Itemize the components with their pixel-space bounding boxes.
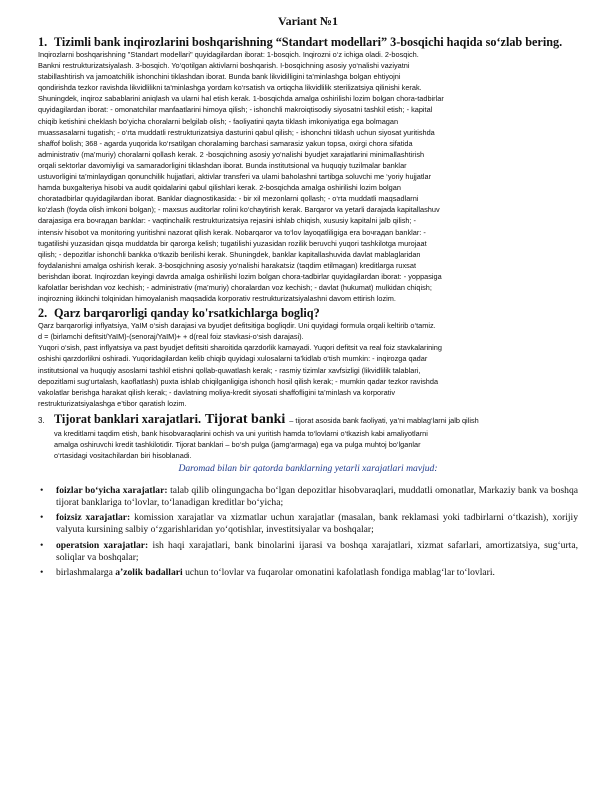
variant-title: Variant №1 <box>278 14 338 28</box>
question-3-answer <box>38 428 578 461</box>
expenses-list <box>38 485 578 579</box>
text-line: chiqib ketishini cheklash bo‘yicha choralarni belgilab olish; - faoliyatini qayta tiklash imkoniyatiga ega bolmagan <box>38 116 399 126</box>
text-line: va kreditlarni taqdim etish, bank hisobvaraqlarini ochish va uni yuritish hamda to‘lovlarni o‘tkazish kabi amaliyotlarni <box>54 428 428 438</box>
text-line: administrativ (ma’muriy) choralarni qollash kerak. 2 -bosqichning asosiy yo‘nalishi byudjet xarajatlarini minimallashtirish <box>38 149 425 159</box>
bullet-dot: • <box>40 566 44 578</box>
bullet-dot: • <box>40 539 44 551</box>
text-line: amalga oshiruvchi kredit tashkilotidir. Tijorat banklari – bo‘sh pulga (jamg‘armaga) ega va pulga muhtoj bo‘lganlar <box>54 440 421 449</box>
question-3-heading <box>38 412 578 428</box>
question-1-heading <box>38 35 578 49</box>
question-2-heading <box>38 306 578 320</box>
text-line: darajasiga ега boчrадan banklar: - vaqtinchalik restrukturizatsiya rejasini ishlab chiqish, xususiy kapitalni jalb qilish; - <box>38 216 416 226</box>
text-line: Bankni restrukturizatsiyalash. 3-bosqich. Yo‘qotilgan aktivlarni boshqarish. I-bosqichning asosiy yo‘nalishi vaziyatni <box>38 61 410 71</box>
expense-text: uchun to‘lovlar va fuqarolar omonatini kafolatlash fondiga mablag‘lar to‘lovlari. <box>182 566 495 578</box>
expense-term: foizsiz xarajatlar: <box>56 512 131 524</box>
text-line: hamda buxgalteriya hisobi va audit qoidalarini qabul qilishlari kerak. 2-bosqichda amalga oshirilishi lozim bolgan <box>38 183 401 193</box>
expense-text: talab qilib olingungacha bo‘lgan depozitlar hisobvaraqlari, muddatli omonatlar, Markaziy bank va boshqa tijorat banklariga to‘lovlar, to‘lanadigan kreditlar bo‘yicha; <box>56 485 579 509</box>
text-line: vakolatlar berishga harakat qilish kerak; - davlatning moliya-kredit siyosati shaffofligini ta’minlash va korporativ <box>38 387 396 397</box>
expense-text: ish haqi xarajatlari, bank binolarini ijarasi va boshqa xarajatlari, xizmat safarlari, amortizatsiya, sug‘urta, soliqlar va boshqalar; <box>56 539 578 563</box>
expenses-subheading: Daromad bilan bir qatorda banklarning yetarli xarajatlari mavjud: <box>178 463 438 475</box>
expense-item-operational <box>38 540 578 564</box>
text-line: institutsional va huquqiy asoslarni tashkil etishni qollab-quwatlash kerak; - rasmiy tizimlar xavfsizligi (likvidlilik talablari, <box>38 365 421 375</box>
text-line: muassasalarni tugatish; - o‘rta muddatli restrukturizatsiya dasturini qabul qilish; - ishonchni tiklash uchun siyosat yuritishda <box>38 127 435 137</box>
text-line: ustuvorligini ta’minlaydigan qonunchilik hujjatlari, aktivlar transferi va ulami baholashni tartibga soluvchi me ‘yoriy hujjatlar <box>38 172 432 182</box>
text-line: shaffof bolish; 368 - agarda yuqorida ko‘rsatilgan choralaming barchasi samarasiz yakun topsa, oxirgi chora sifatida <box>38 138 413 148</box>
text-line: Inqirozlarni boshqarishning "Standart modellari" quyidagilardan iborat: 1-bosqich. Inqirozni o‘z ichiga oladi. 2-bosqich. <box>38 50 419 59</box>
text-line: oshishi qarzdorlikni oshiradi. Yuqoridagilardan kelib chiqib quyidagi xulosalarni ta’kidlab o‘tish mumkin: - inqirozga qadar <box>38 354 428 364</box>
question-1-answer <box>38 49 578 304</box>
text-line: restrukturizatsiyalashga e’tibor qaratish lozim. <box>38 398 187 408</box>
question-3-title: Tijorat banklari xarajatlari. <box>54 411 202 426</box>
question-1-title: Tizimli bank inqirozlarini boshqarishning “Standart modellari” 3-bosqichi haqida so‘zlab bering. <box>54 35 563 49</box>
text-line: Yuqori o‘sish, past inflyatsiya va past byudjet defitsiti sharoitida qarzdorlik kamayadi. Yuqori defitsit va real foiz stavkalarining <box>38 343 442 353</box>
expense-item-interest <box>38 485 578 509</box>
expense-term: a’zolik badallari <box>115 566 183 578</box>
expense-text: komission xarajatlar va xizmatlar uchun xarajatlar (masalan, bank reklamasi yoki tadbirlarni o‘tkazish), xorijiy valyuta kursining salbiy o‘zgarishlaridan yo‘qotishlar, investitsiyalar va boshqalar; <box>56 512 578 536</box>
text-line: qilish; - depozitlar ishonchli bankka o‘tkazib berilishi kerak. Shuningdek, banklar kapitallashuvida davlat mablaglaridan <box>38 249 421 259</box>
expense-term: operatsion xarajatlar: <box>56 539 149 551</box>
text-line: o‘rtasidagi vositachilardan biri hisoblanadi. <box>54 451 192 461</box>
bullet-dot: • <box>40 512 44 524</box>
text-line: berishdan iborat. Inqirozdan keyingi davrda amalga oshirilishi lozim bolgan chora-tadbirlar quyidagilardan iborat: - yoppasiga <box>38 271 442 281</box>
question-3-number: 3. <box>38 415 45 425</box>
question-2-title: Qarz barqarorligi qanday ko'rsatkichlarga bogliq? <box>54 306 320 321</box>
expense-item-membership <box>38 567 578 579</box>
expense-item-non-interest <box>38 512 578 536</box>
text-line: d = (birlamchi defitsit/YaIM)-(senoraj/YaIM)+ + d(real foiz stavkasi-o‘sish darajasi). <box>38 332 304 342</box>
text-line: orqali sektorlar davomiyligi va samaradorligini tiklashdan iborat. Bunda institutsional va huquqiy tuzilmalar banklar <box>38 160 407 170</box>
expense-term: foizlar bo‘yicha xarajatlar: <box>56 485 168 497</box>
question-3-first-line: – tijorat asosida bank faoliyati, ya’ni mablag‘larni jalb qilish <box>289 415 479 425</box>
text-line: kafolatlar berishdan voz kechish; - administrativ (ma’muriy) choralardan voz kechish; - davlat (hukumat) mulkidan chiqish; <box>38 282 432 292</box>
text-line: stabillashtirish va jamoatchilik ishonchini tiklashdan iborat. Bunda bank likvidilligini ta’minlashga bolgan ehtiyojni <box>38 72 401 82</box>
question-1-number: 1. <box>38 35 48 49</box>
question-2-answer <box>38 320 578 409</box>
question-2-number: 2. <box>38 306 48 321</box>
question-3-term: Tijorat banki <box>205 411 286 427</box>
text-line: intensiv hisobot va monitoring yuritishni nazorat qilish kerak. Nobarqaror va to‘lov layoqatliligiga ега boчrадan banklar: - <box>38 227 426 237</box>
expense-prefix: birlashmalarga <box>56 566 116 578</box>
text-line: foydalanishni amalga oshirish kerak. 3-bosqichning asosiy yo‘nalishi harakatsiz (taqdim etilmagan) kreditlarga ruxsat <box>38 260 416 270</box>
text-line: qondirishda tezkor ravishda likvidlilikni ta’minlashga yordam ko‘rsatish va ortiqcha likvidlilik sterilizatsiya qilinishi kerak. <box>38 83 422 93</box>
bullet-dot: • <box>40 485 44 497</box>
text-line: choratadbirlar quyidagilardan iborat. Banklar diagnostikasida: - bir xil mezonlarni qollash; - o‘rta muddatli maqsadlarni <box>38 194 419 204</box>
text-line: tugatilishi yuzasidan qisqa muddatda bir qarorga kelish; tugatilishi yuzasidan rozilik beruvchi yuqori tashkilotga murojaat <box>38 238 427 248</box>
text-line: depozitlami sug‘urtalash, kaoflatlash) puxta ishlab chiqilganligiga ishonch hosil qilish kerak; - mumkin qadar tezkor ravishda <box>38 376 439 386</box>
text-line: quyidagilardan iborat: - omonatchilar manfaatlarini himoya qilish; - ishonchli makroiqtisodiy siyosatni tashkil etish; - kapital <box>38 105 433 115</box>
text-line: inqirozning ikkinchi tolqinidan himoyalanish maqsadida korporativ restrukturizatsiyalashni davom ettirish lozim. <box>38 294 396 304</box>
text-line: ko‘zlash (foyda olish imkoni bolgan); - maxsus auditorlar rolini ko‘chaytirish kerak. Barqaror va yetarli darajada kapitallashuv <box>38 205 440 215</box>
text-line: Qarz barqarorligi inflyatsiya, YaIM o‘sish darajasi va byudjet defitsitiga bogliqdir. Uni quyidagi formula orqali keltirib o‘tamiz. <box>38 321 436 331</box>
text-line: Shuningdek, inqiroz sabablarini aniqlash va ularni hal etish kerak. 1-bosqichda amalga oshirilishi lozim bolgan chora-tadbirlar <box>38 94 444 104</box>
